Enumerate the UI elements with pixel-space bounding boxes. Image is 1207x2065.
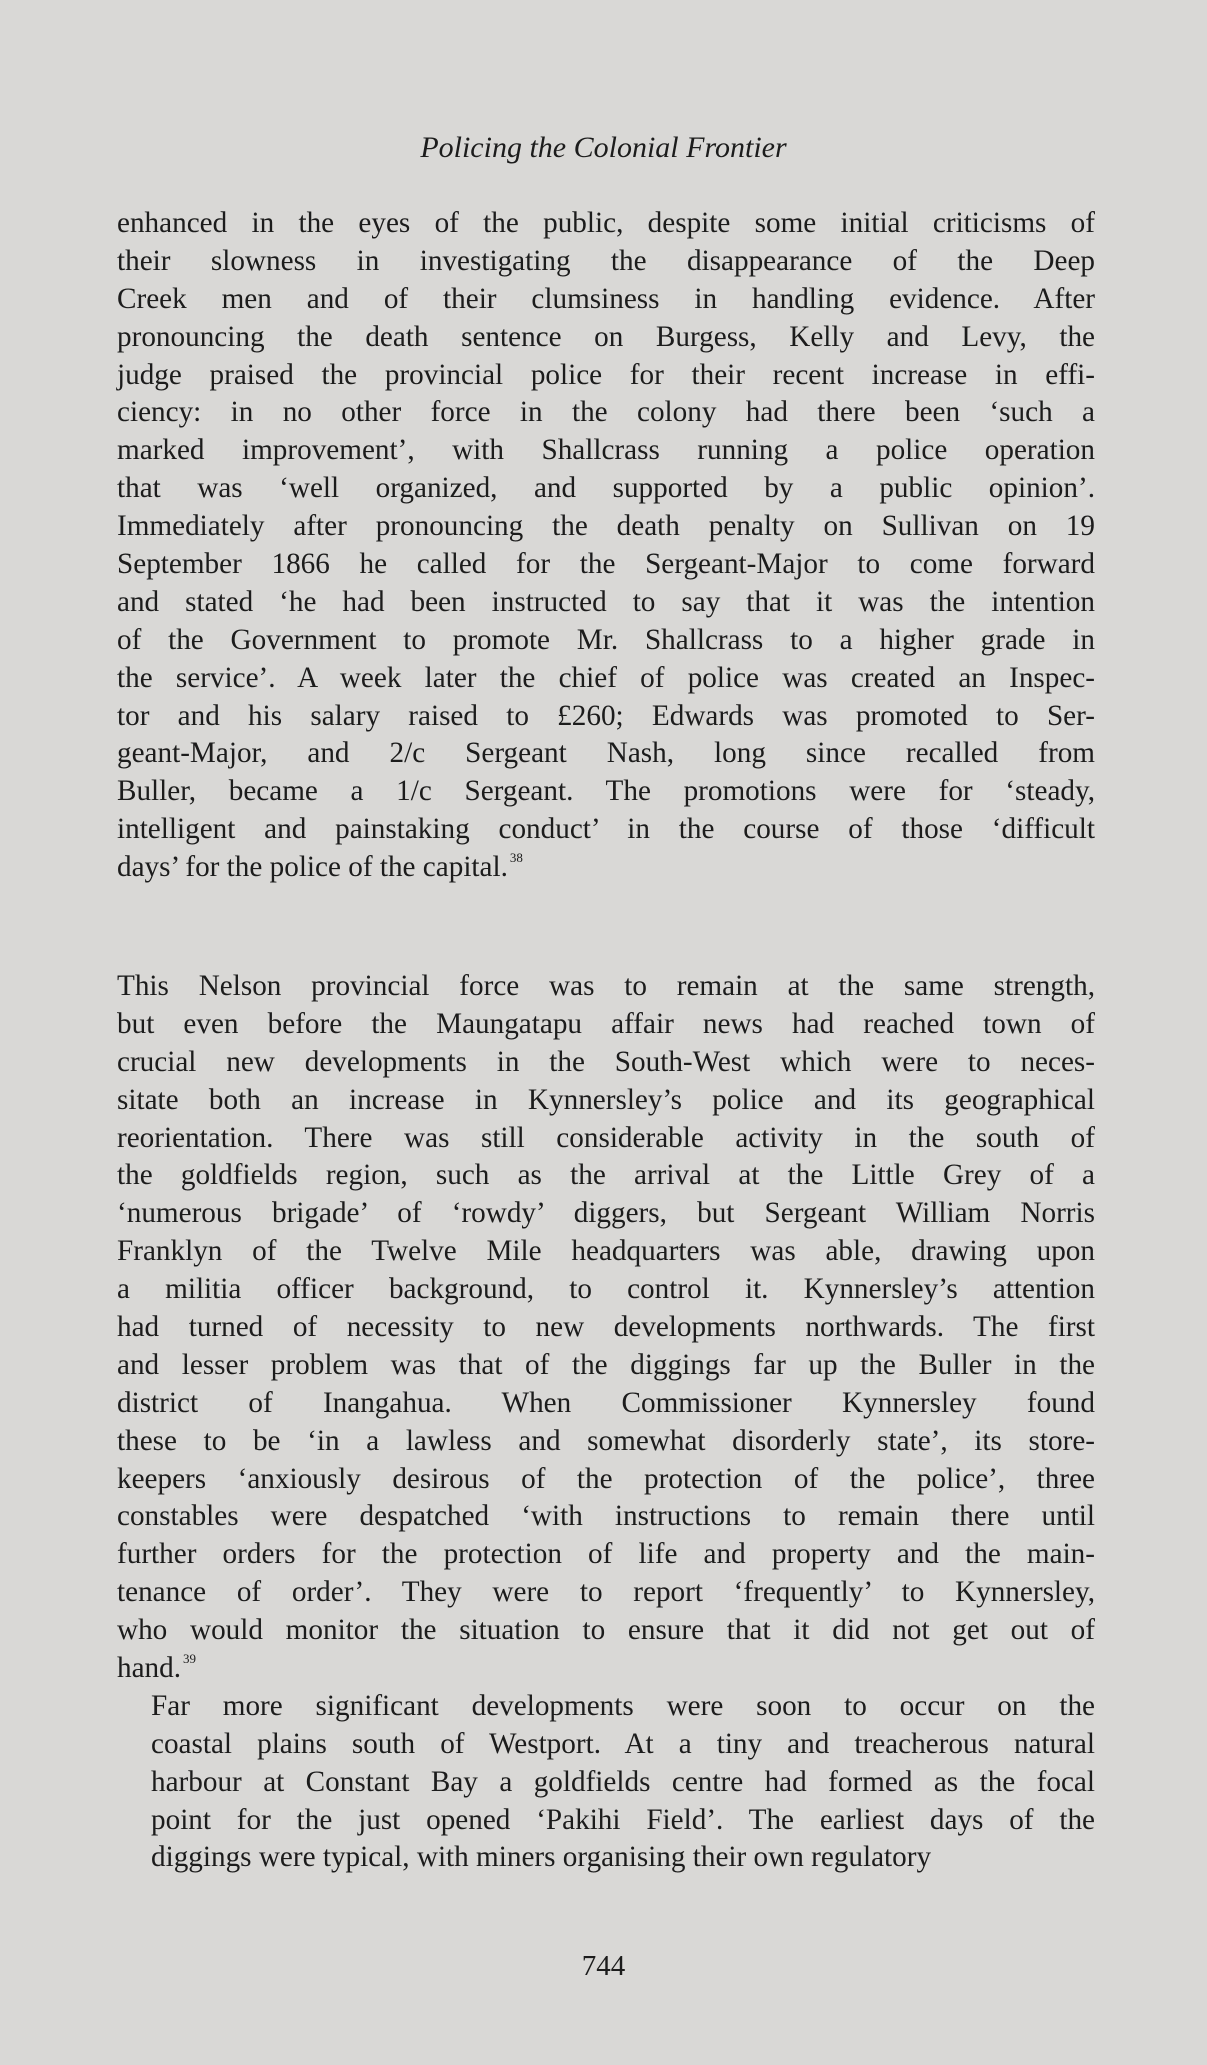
text-line: that was ‘well organized, and supported by a public opinion’.	[117, 472, 1095, 505]
text-line: and lesser problem was that of the diggings far up the Buller in the	[117, 1348, 1095, 1381]
text-line: who would monitor the situation to ensure that it did not get out of	[117, 1614, 1095, 1647]
footnote-ref: 38	[509, 850, 523, 866]
text-line: This Nelson provincial force was to remain at the same strength,	[117, 970, 1095, 1002]
text-line: point for the just opened ‘Pakihi Field’. The earliest days of the	[151, 1803, 1095, 1836]
text-line: intelligent and painstaking conduct’ in the course of those ‘difficult	[117, 813, 1095, 846]
text-line: a militia officer background, to control it. Kynnersley’s attention	[117, 1273, 1095, 1306]
text-line: keepers ‘anxiously desirous of the protection of the police’, three	[117, 1462, 1095, 1495]
text-line: reorientation. There was still considerable activity in the south of	[117, 1121, 1095, 1154]
text-line: coastal plains south of Westport. At a tiny and treacherous natural	[151, 1727, 1095, 1760]
text-line: harbour at Constant Bay a goldfields centre had formed as the focal	[151, 1765, 1095, 1798]
text-line: hand. $^{39}$	[117, 1651, 197, 1685]
footnote-ref: 39	[183, 1651, 197, 1667]
text-line: pronouncing the death sentence on Burgess, Kelly and Levy, the	[117, 320, 1095, 353]
text-line: days’ for the police of the capital. $^{38}$	[117, 850, 523, 884]
text-line: ciency: in no other force in the colony had there been ‘such a	[117, 396, 1095, 429]
text-line: their slowness in investigating the disappearance of the Deep	[117, 244, 1095, 277]
page-number: 744	[581, 1950, 626, 1982]
text-line: crucial new developments in the South-West which were to neces-	[117, 1045, 1095, 1078]
text-block-bottom	[117, 968, 1095, 1877]
text-block-top	[117, 205, 1095, 887]
text-line: and stated ‘he had been instructed to say that it was the intention	[117, 585, 1095, 618]
text-line: geant-Major, and 2/c Sergeant Nash, long since recalled from	[117, 737, 1095, 770]
text-line: but even before the Maungatapu affair news had reached town of	[117, 1007, 1095, 1040]
text-line: judge praised the provincial police for their recent increase in effi-	[117, 358, 1095, 391]
text-line: sitate both an increase in Kynnersley’s police and its geographical	[117, 1083, 1095, 1116]
text-line: Creek men and of their clumsiness in handling evidence. After	[117, 282, 1095, 315]
text-line: of the Government to promote Mr. Shallcrass to a higher grade in	[117, 623, 1095, 656]
paragraph-2	[117, 968, 1095, 1688]
text-line: Immediately after pronouncing the death penalty on Sullivan on 19	[117, 510, 1095, 543]
text-line: constables were despatched ‘with instructions to remain there until	[117, 1500, 1095, 1533]
text-line: September 1866 he called for the Sergeant-Major to come forward	[117, 548, 1095, 581]
text-line: tenance of order’. They were to report ‘frequently’ to Kynnersley,	[117, 1576, 1095, 1609]
text-line: Buller, became a 1/c Sergeant. The promotions were for ‘steady,	[117, 775, 1095, 808]
text-line: Franklyn of the Twelve Mile headquarters was able, drawing upon	[117, 1235, 1095, 1268]
text-line: the goldfields region, such as the arrival at the Little Grey of a	[117, 1159, 1095, 1192]
running-head: Policing the Colonial Frontier	[420, 131, 787, 164]
text-line: had turned of necessity to new developments northwards. The first	[117, 1311, 1095, 1344]
text-line: ‘numerous brigade’ of ‘rowdy’ diggers, but Sergeant William Norris	[117, 1197, 1095, 1230]
text-line: these to be ‘in a lawless and somewhat disorderly state’, its store-	[117, 1424, 1095, 1457]
text-line: diggings were typical, with miners organising their own regulatory	[151, 1841, 932, 1874]
text-line: enhanced in the eyes of the public, despite some initial criticisms of	[117, 207, 1095, 239]
text-line: Far more significant developments were soon to occur on the	[151, 1689, 1095, 1722]
paragraph-3	[117, 1688, 1095, 1877]
text-line: marked improvement’, with Shallcrass running a police operation	[117, 434, 1095, 467]
paragraph-1	[117, 205, 1095, 887]
text-line: the service’. A week later the chief of police was created an Inspec-	[117, 661, 1095, 694]
text-line: tor and his salary raised to £260; Edwards was promoted to Ser-	[117, 699, 1095, 732]
text-line: district of Inangahua. When Commissioner Kynnersley found	[117, 1386, 1095, 1419]
text-line: further orders for the protection of life and property and the main-	[117, 1538, 1095, 1571]
